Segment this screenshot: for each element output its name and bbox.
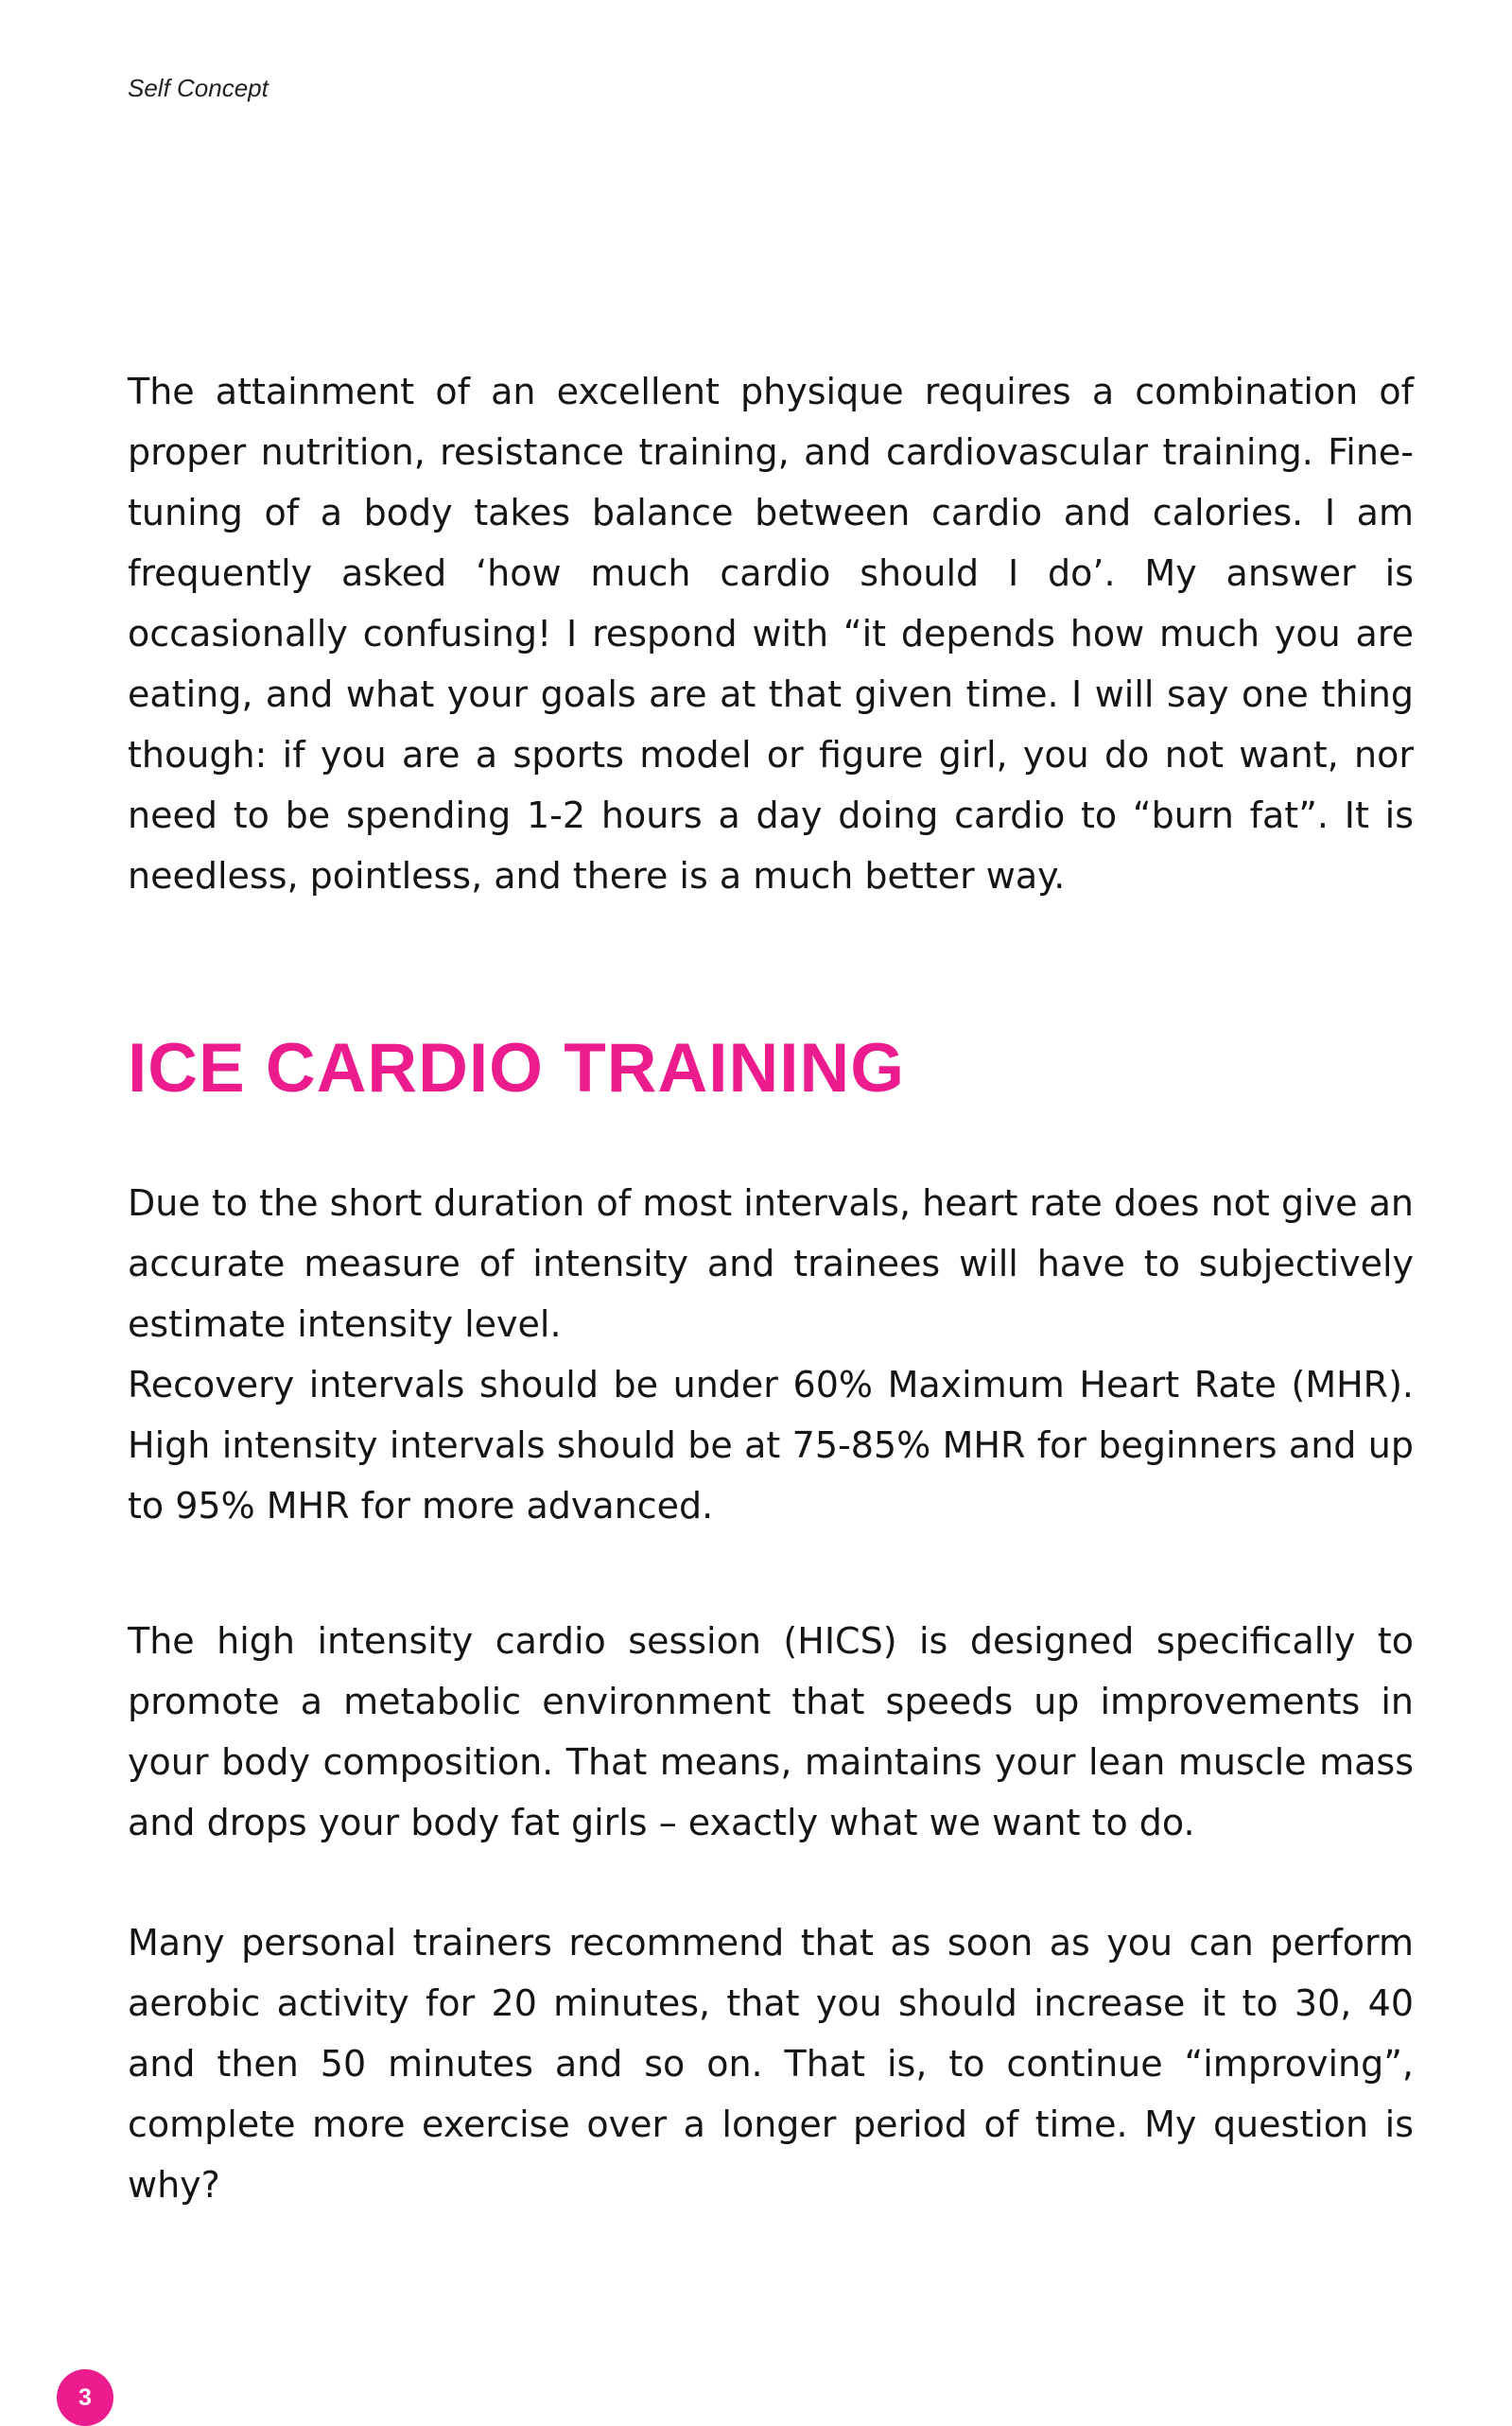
paragraph-heart-rate-zones: Recovery intervals should be under 60% Maximum Heart Rate (MHR). High intensity intervals should be at 75-85% MHR for beginners and up to 95% MHR for more advanced. (128, 1364, 1414, 1527)
paragraph-intensity-estimate: Due to the short duration of most intervals, heart rate does not give an accurate measure of intensity and trainees will have to subjectively estimate intensity level. (128, 1182, 1414, 1345)
section-block-trainers (128, 1912, 1414, 2215)
intro-section (128, 361, 1414, 906)
paragraph-trainers: Many personal trainers recommend that as soon as you can perform aerobic activity for 20 minutes, that you should increase it to 30, 40 and then 50 minutes and so on. That is, to continue “improving”, complete more exercise over a longer period of time. My question is why? (128, 1922, 1414, 2206)
section-block-intensity (128, 1173, 1414, 1536)
section-block-hics (128, 1611, 1414, 1853)
page-number: 3 (78, 2383, 92, 2411)
section-heading: ICE CARDIO TRAINING (128, 1030, 905, 1107)
page-number-badge (57, 2369, 113, 2426)
running-title: Self Concept (128, 74, 269, 102)
intro-paragraph: The attainment of an excellent physique requires a combination of proper nutrition, resistance training, and cardiovascular training. Fine-tuning of a body takes balance between cardio and calories. I am frequently asked ‘how much cardio should I do’. My answer is occasionally confusing! I respond with “it depends how much you are eating, and what your goals are at that given time. I will say one thing though: if you are a sports model or figure girl, you do not want, nor need to be spending 1-2 hours a day doing cardio to “burn fat”. It is needless, pointless, and there is a much better way. (128, 371, 1414, 897)
paragraph-hics: The high intensity cardio session (HICS) is designed specifically to promote a metabolic environment that speeds up improvements in your body composition. That means, maintains your lean muscle mass and drops your body fat girls – exactly what we want to do. (128, 1620, 1414, 1843)
